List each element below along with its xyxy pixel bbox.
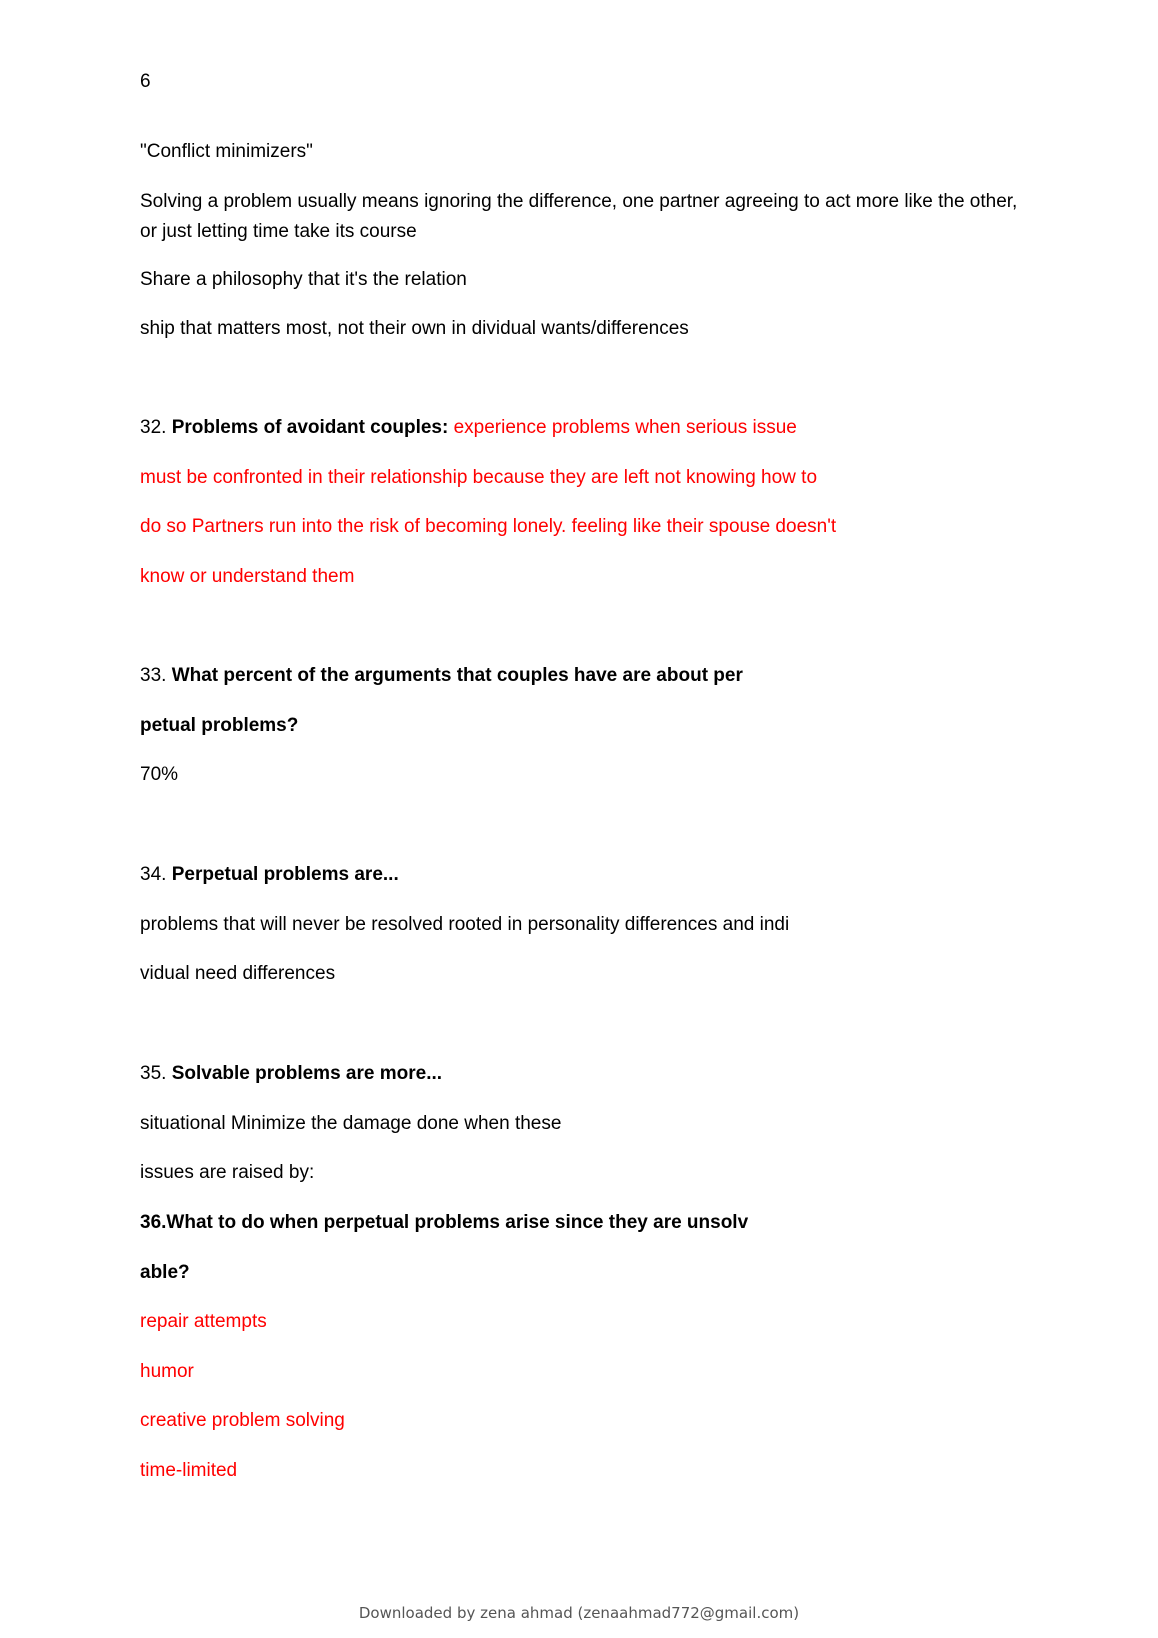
q36-question-line-1: 36.What to do when perpetual problems arise since they are unsolv [140,1212,749,1233]
q34-answer-line-2: vidual need differences [140,963,336,984]
q36-answer-item: humor [140,1361,194,1382]
download-footer: Downloaded by zena ahmad (zenaahmad772@gmail.com) [358,1604,800,1622]
q32-line-1 [140,413,797,443]
q33-line-1 [140,661,743,691]
q35-line-1 [140,1059,442,1089]
q32-answer-line-1: experience problems when serious issue [453,417,797,438]
q32-answer-line-4: know or understand them [140,566,355,587]
q36-answer-item: repair attempts [140,1311,267,1332]
intro-line-1: Share a philosophy that it's the relation [140,269,467,290]
q33-number: 33. [140,665,167,686]
q32-question: Problems of avoidant couples: [171,417,449,438]
q34-question: Perpetual problems are... [171,864,399,885]
q36-question-line-2: able? [140,1262,190,1283]
q32-answer-line-2: must be confronted in their relationship because they are left not knowing how to [140,467,818,488]
q32-answer-line-3: do so Partners run into the risk of becoming lonely. feeling like their spouse doesn't [140,516,837,537]
page-number: 6 [140,71,151,92]
intro-heading: "Conflict minimizers" [140,141,313,162]
q33-question-line-2: petual problems? [140,715,299,736]
q35-number: 35. [140,1063,167,1084]
q32-number: 32. [140,417,167,438]
q34-answer-line-1: problems that will never be resolved rooted in personality differences and indi [140,914,790,935]
q34-line-1 [140,860,399,890]
intro-paragraph: Solving a problem usually means ignoring the difference, one partner agreeing to act more like the other, or just letting time take its course [140,191,1018,242]
q35-answer-line-2: issues are raised by: [140,1162,315,1183]
q33-question-line-1: What percent of the arguments that couples have are about per [171,665,743,686]
q36-answer-item: creative problem solving [140,1410,345,1431]
q34-number: 34. [140,864,167,885]
q35-answer-line-1: situational Minimize the damage done when these [140,1113,562,1134]
q33-answer: 70% [140,764,179,785]
q36-answer-item: time-limited [140,1460,238,1481]
q35-question: Solvable problems are more... [171,1063,443,1084]
intro-line-2: ship that matters most, not their own in dividual wants/differences [140,318,689,339]
